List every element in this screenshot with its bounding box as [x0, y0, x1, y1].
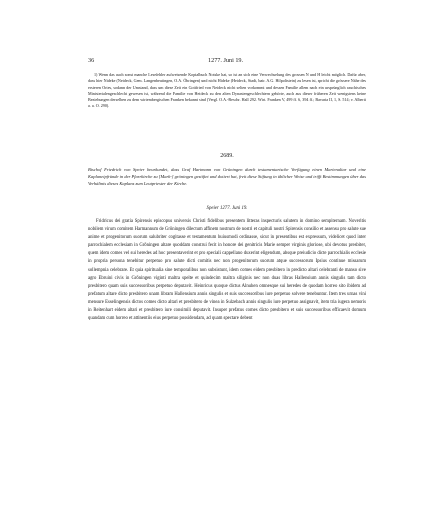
running-head: 1277. Juni 19.: [208, 57, 244, 64]
page-header: [88, 56, 366, 66]
regest-text: Bischof Friedrich von Speier beurkundet, dass Graf Hartmann von Grüningen durch testamentarische Verfügung einen Marienaltar und eine Kaplaneipfründe in der Pfarrkirche zu [Mark-] gröningen gestiftet und dotiert hat, freit diese Stiftung in üblicher Weise und trifft Bestimmungen über das Verhältnis dieses Kaplans zum Leutpriester der Kirche.: [88, 167, 366, 186]
regest: [88, 166, 366, 187]
document-body: [88, 218, 366, 323]
dateline: Speier 1277. Juni 19.: [206, 206, 248, 211]
page-number: 36: [88, 57, 95, 64]
document-number: 2689.: [220, 153, 234, 159]
footnote-text: 1) Wenn das auch sonst manche Leseſehler aufweisende Kopialbuch Notske hat, so ist an sich eine Verwechselung des grossen N und H leicht möglich. Dafür aber, dass hier Nideke (Neideck, Gem. Langenbeutingen, O.A. Öhringen) und nicht Hideke (Heideck, Stadt, bair. A.G. Hilpoltstein) zu lesen ist, spricht die grössere Nähe des ersteren Ortes, sodann der Umstand, dass um diese Zeit ein Gottfried von Neideck nicht selten vorkommt und dessen Familie allem nach ein ursprünglich rauchisches Ministerialengeschlecht gewesen ist, während die Familie von Heideck zu den alten Dynastengeschlechtern gehörte, auch aus dieser früheren Zeit wenigstens keine Beziehungen derselben zu dem wirtembergischen Franken bekannt sind (Vergl. O.A.-Beschr. Hall 292. Wirt. Franken V, 499 ff. 6, 394 ff.; Bavaria II, 1, S. 514; v. Alberti a. a. O. 290).: [88, 72, 366, 109]
document-body-text: Fridricus dei gratia Spirensis episcopus universis Christi fidelibus presentem litteras inspecturis salutem in domino sempiternam. Noveritis nobilem virum comitem Harmannum de Grǒningen dilectum affinem nostrum de nostri et capituli nostri Spirensis consilio et assensu pro salute sue anime et progenitorum suorum salubriter cogitasse et testamentum huiusmodi ordinasse, sicut in presentibus est expressum, videlicet quod inter parrochialem ecclesiam in Grǒningen altare quoddam construi fecit in honore dei genitricis Marie semper virginis gloriose, ubi devotus presbiter, quem idem comes vel sui heredes ad hoc presentaverint et pro speciali cappellano duxerint eligendum, absque preiudicio dicte parrochialis ecclesie in propria persona tenebitur perpetuo pro salute dicti comitis nec non progenitorum suorum atque successorum Ipsius continue missarum sollempnia celebrare. Et quia spiritualia sine temporalibus non subsistunt, idem comes eidem presbitero in predicto altari celebranti de manso sive agro Ebruini civis in Grǒningen viginti maltra spelte et quindecim maltra siliginis nec non duas libras Hallensium annis singulis tam dicto presbitero quam suis successoribus perpetuo deputavit. Heinricus quoque dictus Alnuhen omnesque sui heredes de quodam horreo sito ibidem ad prefatum altare dicto presbitero unam libram Hallensium annis singulis et suis successoribus iure perpetuo solvere tenebuntur. Item tres urnas vini mensure Esselingensis dictos comes dicto altari et presbitero de vinea in Sulzebach annis singulis iure perpetuo assignavit, item tria iugera nemoris in Reitenhart eidem altari et presbitero iure consimili deputavit. Insuper prefatus comes dicto presbitero et suis successoribus efficaevit domum quandam cum horreo et attinentiis eius perpetuo possidendam, ad quam spectare debent: [88, 219, 366, 322]
footnote: [88, 72, 366, 110]
